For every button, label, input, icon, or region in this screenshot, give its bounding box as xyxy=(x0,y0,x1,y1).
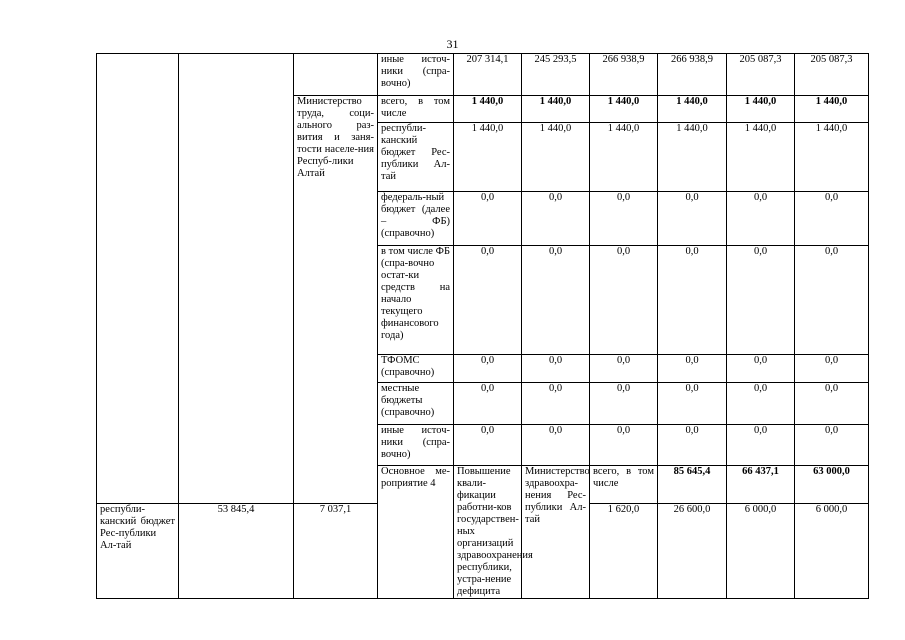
value-cell: 0,0 xyxy=(795,192,869,246)
value-cell: 1 440,0 xyxy=(454,96,522,123)
value-cell: 0,0 xyxy=(590,355,658,383)
value-cell: 1 620,0 xyxy=(590,504,658,599)
value-cell: 85 645,4 xyxy=(658,466,727,504)
source-cell: республи-канский бюджет Рес-публики Ал-тай xyxy=(97,504,179,599)
value-cell: 0,0 xyxy=(795,246,869,355)
source-cell: всего, в том числе xyxy=(378,96,454,123)
activity-description-cell: Повышение квали-фикации работни-ков государствен-ных организаций здравоохранения республики, устра-нение дефицита xyxy=(454,466,522,599)
value-cell: 0,0 xyxy=(590,246,658,355)
budget-table xyxy=(96,53,869,599)
source-cell: федераль-ный бюджет (далее – ФБ) (справочно) xyxy=(378,192,454,246)
activity-label-cell: Основное ме-роприятие 4 xyxy=(378,466,454,599)
value-cell: 0,0 xyxy=(522,192,590,246)
source-cell: республи-канский бюджет Рес-публики Ал-тай xyxy=(378,123,454,192)
value-cell: 53 845,4 xyxy=(179,504,294,599)
value-cell: 0,0 xyxy=(658,425,727,466)
value-cell: 0,0 xyxy=(454,355,522,383)
value-cell: 0,0 xyxy=(727,355,795,383)
source-cell: местные бюджеты (справочно) xyxy=(378,383,454,425)
value-cell: 266 938,9 xyxy=(658,54,727,96)
description-cell-empty xyxy=(179,54,294,504)
value-cell: 1 440,0 xyxy=(454,123,522,192)
value-cell: 7 037,1 xyxy=(294,504,378,599)
value-cell: 0,0 xyxy=(727,383,795,425)
value-cell: 1 440,0 xyxy=(658,123,727,192)
value-cell: 1 440,0 xyxy=(590,123,658,192)
value-cell: 0,0 xyxy=(727,246,795,355)
value-cell: 0,0 xyxy=(454,425,522,466)
value-cell: 0,0 xyxy=(658,355,727,383)
value-cell: 0,0 xyxy=(454,192,522,246)
value-cell: 0,0 xyxy=(590,192,658,246)
value-cell: 63 000,0 xyxy=(795,466,869,504)
value-cell: 0,0 xyxy=(727,425,795,466)
value-cell: 0,0 xyxy=(795,425,869,466)
value-cell: 1 440,0 xyxy=(727,96,795,123)
value-cell: 26 600,0 xyxy=(658,504,727,599)
value-cell: 0,0 xyxy=(454,383,522,425)
value-cell: 6 000,0 xyxy=(795,504,869,599)
value-cell: 1 440,0 xyxy=(522,123,590,192)
value-cell: 266 938,9 xyxy=(590,54,658,96)
value-cell: 0,0 xyxy=(590,425,658,466)
source-cell: ТФОМС (справочно) xyxy=(378,355,454,383)
value-cell: 0,0 xyxy=(522,355,590,383)
value-cell: 0,0 xyxy=(795,383,869,425)
value-cell: 0,0 xyxy=(727,192,795,246)
value-cell: 66 437,1 xyxy=(727,466,795,504)
value-cell: 1 440,0 xyxy=(727,123,795,192)
value-cell: 1 440,0 xyxy=(590,96,658,123)
source-cell: иные источ-ники (спра-вочно) xyxy=(378,54,454,96)
source-cell: иные источ-ники (спра-вочно) xyxy=(378,425,454,466)
executor-cell: Министерство труда, соци-ального раз-вития и заня-тости населе-ния Респуб-лики Алтай xyxy=(294,96,378,504)
value-cell: 245 293,5 xyxy=(522,54,590,96)
page-number: 31 xyxy=(446,37,459,51)
executor-cell: Министерство здравоохра-нения Рес-публики Ал-тай xyxy=(522,466,590,599)
value-cell: 0,0 xyxy=(590,383,658,425)
value-cell: 0,0 xyxy=(658,192,727,246)
value-cell: 0,0 xyxy=(522,246,590,355)
value-cell: 6 000,0 xyxy=(727,504,795,599)
executor-cell-empty xyxy=(294,54,378,96)
source-cell: всего, в том числе xyxy=(590,466,658,504)
source-cell: в том числе ФБ (спра-вочно остат-ки средств на начало текущего финансового года) xyxy=(378,246,454,355)
activity-cell-empty xyxy=(97,54,179,504)
value-cell: 0,0 xyxy=(454,246,522,355)
value-cell: 205 087,3 xyxy=(727,54,795,96)
value-cell: 0,0 xyxy=(522,425,590,466)
value-cell: 0,0 xyxy=(658,246,727,355)
value-cell: 0,0 xyxy=(658,383,727,425)
value-cell: 1 440,0 xyxy=(795,96,869,123)
value-cell: 0,0 xyxy=(522,383,590,425)
value-cell: 1 440,0 xyxy=(522,96,590,123)
value-cell: 1 440,0 xyxy=(795,123,869,192)
value-cell: 205 087,3 xyxy=(795,54,869,96)
value-cell: 0,0 xyxy=(795,355,869,383)
value-cell: 207 314,1 xyxy=(454,54,522,96)
table-row xyxy=(97,54,869,96)
value-cell: 1 440,0 xyxy=(658,96,727,123)
